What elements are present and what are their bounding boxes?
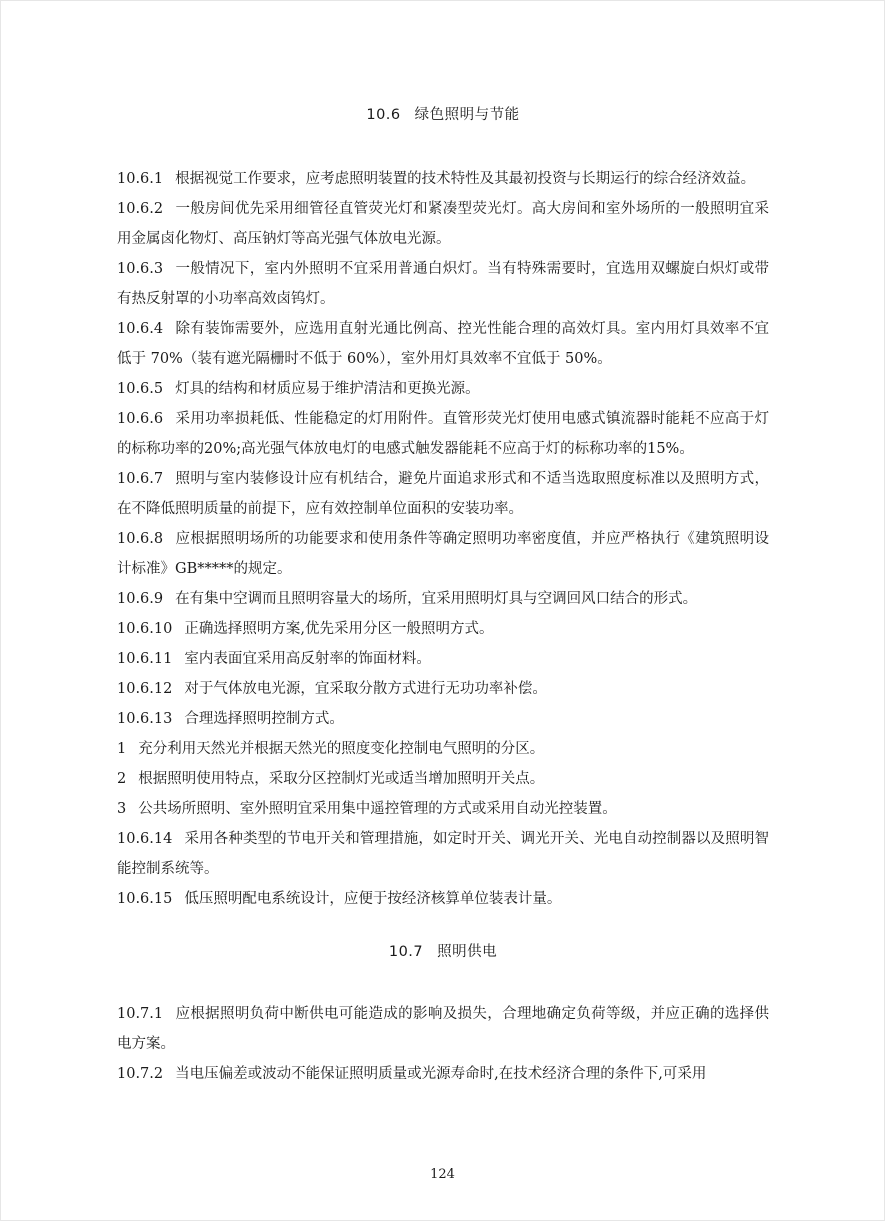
clause-text: 采用各种类型的节电开关和管理措施，如定时开关、调光开关、光电自动控制器以及照明智能控制系统等。	[117, 831, 769, 877]
clause-text: 合理选择照明控制方式。	[184, 711, 344, 727]
clause-10-6-13	[117, 704, 769, 734]
clause-number: 10.6.3	[117, 261, 164, 277]
clause-number: 10.6.8	[117, 531, 164, 547]
clause-text: 室内表面宜采用高反射率的饰面材料。	[184, 651, 431, 667]
section-number: 10.6	[366, 107, 401, 123]
section-title: 照明供电	[437, 944, 498, 960]
clause-10-6-15	[117, 884, 769, 914]
section-title: 绿色照明与节能	[414, 107, 520, 123]
clause-number: 10.6.13	[117, 711, 173, 727]
clause-number: 10.6.5	[117, 381, 164, 397]
clause-10-6-7	[117, 464, 769, 524]
clause-10-6-1	[117, 164, 769, 194]
clause-text: 灯具的结构和材质应易于维护清洁和更换光源。	[175, 381, 480, 397]
clause-10-6-12	[117, 674, 769, 704]
clause-number: 10.6.15	[117, 891, 173, 907]
clause-number: 10.6.11	[117, 651, 173, 667]
clause-text: 根据视觉工作要求，应考虑照明装置的技术特性及其最初投资与长期运行的综合经济效益。	[175, 171, 756, 187]
clause-10-6-9	[117, 584, 769, 614]
clause-10-6-6	[117, 404, 769, 464]
clause-10-6-11	[117, 644, 769, 674]
section-number: 10.7	[388, 944, 424, 960]
clause-10-7-1	[117, 999, 769, 1059]
clause-text: 一般情况下，室内外照明不宜采用普通白炽灯。当有特殊需要时，宜选用双螺旋白炽灯或带有热反射罩的小功率高效卤钨灯。	[117, 261, 769, 307]
item-text: 根据照明使用特点，采取分区控制灯光或适当增加照明开关点。	[138, 771, 545, 787]
item-text: 公共场所照明、室外照明宜采用集中遥控管理的方式或采用自动光控装置。	[138, 801, 617, 817]
clause-text: 一般房间优先采用细管径直管荧光灯和紧凑型荧光灯。高大房间和室外场所的一般照明宜采用金属卤化物灯、高压钠灯等高光强气体放电光源。	[117, 201, 769, 247]
list-item-3	[117, 794, 769, 824]
clause-10-6-10	[117, 614, 769, 644]
page-number: 124	[430, 1167, 455, 1182]
clause-10-6-3	[117, 254, 769, 314]
section-heading-10-7	[117, 940, 769, 964]
clause-text: 应根据照明负荷中断供电可能造成的影响及损失，合理地确定负荷等级，并应正确的选择供电方案。	[117, 1006, 769, 1052]
clause-text: 低压照明配电系统设计，应便于按经济核算单位装表计量。	[184, 891, 562, 907]
clause-number: 10.6.2	[117, 201, 164, 217]
list-item-2	[117, 764, 769, 794]
clause-number: 10.6.6	[117, 411, 164, 427]
clause-number: 10.6.12	[117, 681, 173, 697]
page-content	[117, 103, 769, 1089]
item-number: 3	[117, 801, 127, 817]
clause-number: 10.6.10	[117, 621, 173, 637]
clause-text: 采用功率损耗低、性能稳定的灯用附件。直管形荧光灯使用电感式镇流器时能耗不应高于灯的标称功率的20%;高光强气体放电灯的电感式触发器能耗不应高于灯的标称功率的15%。	[117, 411, 769, 457]
clause-10-6-8	[117, 524, 769, 584]
clause-number: 10.6.9	[117, 591, 164, 607]
clause-number: 10.6.14	[117, 831, 173, 847]
clause-number: 10.7.1	[117, 1006, 164, 1022]
clause-10-6-2	[117, 194, 769, 254]
item-text: 充分利用天然光并根据天然光的照度变化控制电气照明的分区。	[138, 741, 545, 757]
clause-number: 10.6.1	[117, 171, 164, 187]
clause-text: 除有装饰需要外，应选用直射光通比例高、控光性能合理的高效灯具。室内用灯具效率不宜低于 70%（装有遮光隔栅时不低于 60%），室外用灯具效率不宜低于 50%。	[117, 321, 769, 367]
clause-text: 对于气体放电光源，宜采取分散方式进行无功功率补偿。	[184, 681, 547, 697]
clause-10-6-4	[117, 314, 769, 374]
clause-10-7-2	[117, 1059, 769, 1089]
clause-text: 在有集中空调而且照明容量大的场所，宜采用照明灯具与空调回风口结合的形式。	[175, 591, 698, 607]
clause-10-6-14	[117, 824, 769, 884]
clause-10-6-5	[117, 374, 769, 404]
clause-text: 照明与室内装修设计应有机结合，避免片面追求形式和不适当选取照度标准以及照明方式，在不降低照明质量的前提下，应有效控制单位面积的安装功率。	[117, 471, 769, 517]
clause-number: 10.6.7	[117, 471, 164, 487]
item-number: 1	[117, 741, 127, 757]
clause-text: 当电压偏差或波动不能保证照明质量或光源寿命时,在技术经济合理的条件下,可采用	[175, 1066, 707, 1082]
list-item-1	[117, 734, 769, 764]
clause-number: 10.6.4	[117, 321, 164, 337]
clause-text: 应根据照明场所的功能要求和使用条件等确定照明功率密度值，并应严格执行《建筑照明设计标准》GB*****的规定。	[117, 531, 769, 577]
clause-text: 正确选择照明方案,优先采用分区一般照明方式。	[184, 621, 494, 637]
item-number: 2	[117, 771, 127, 787]
section-heading-10-6	[117, 103, 769, 127]
clause-number: 10.7.2	[117, 1066, 164, 1082]
